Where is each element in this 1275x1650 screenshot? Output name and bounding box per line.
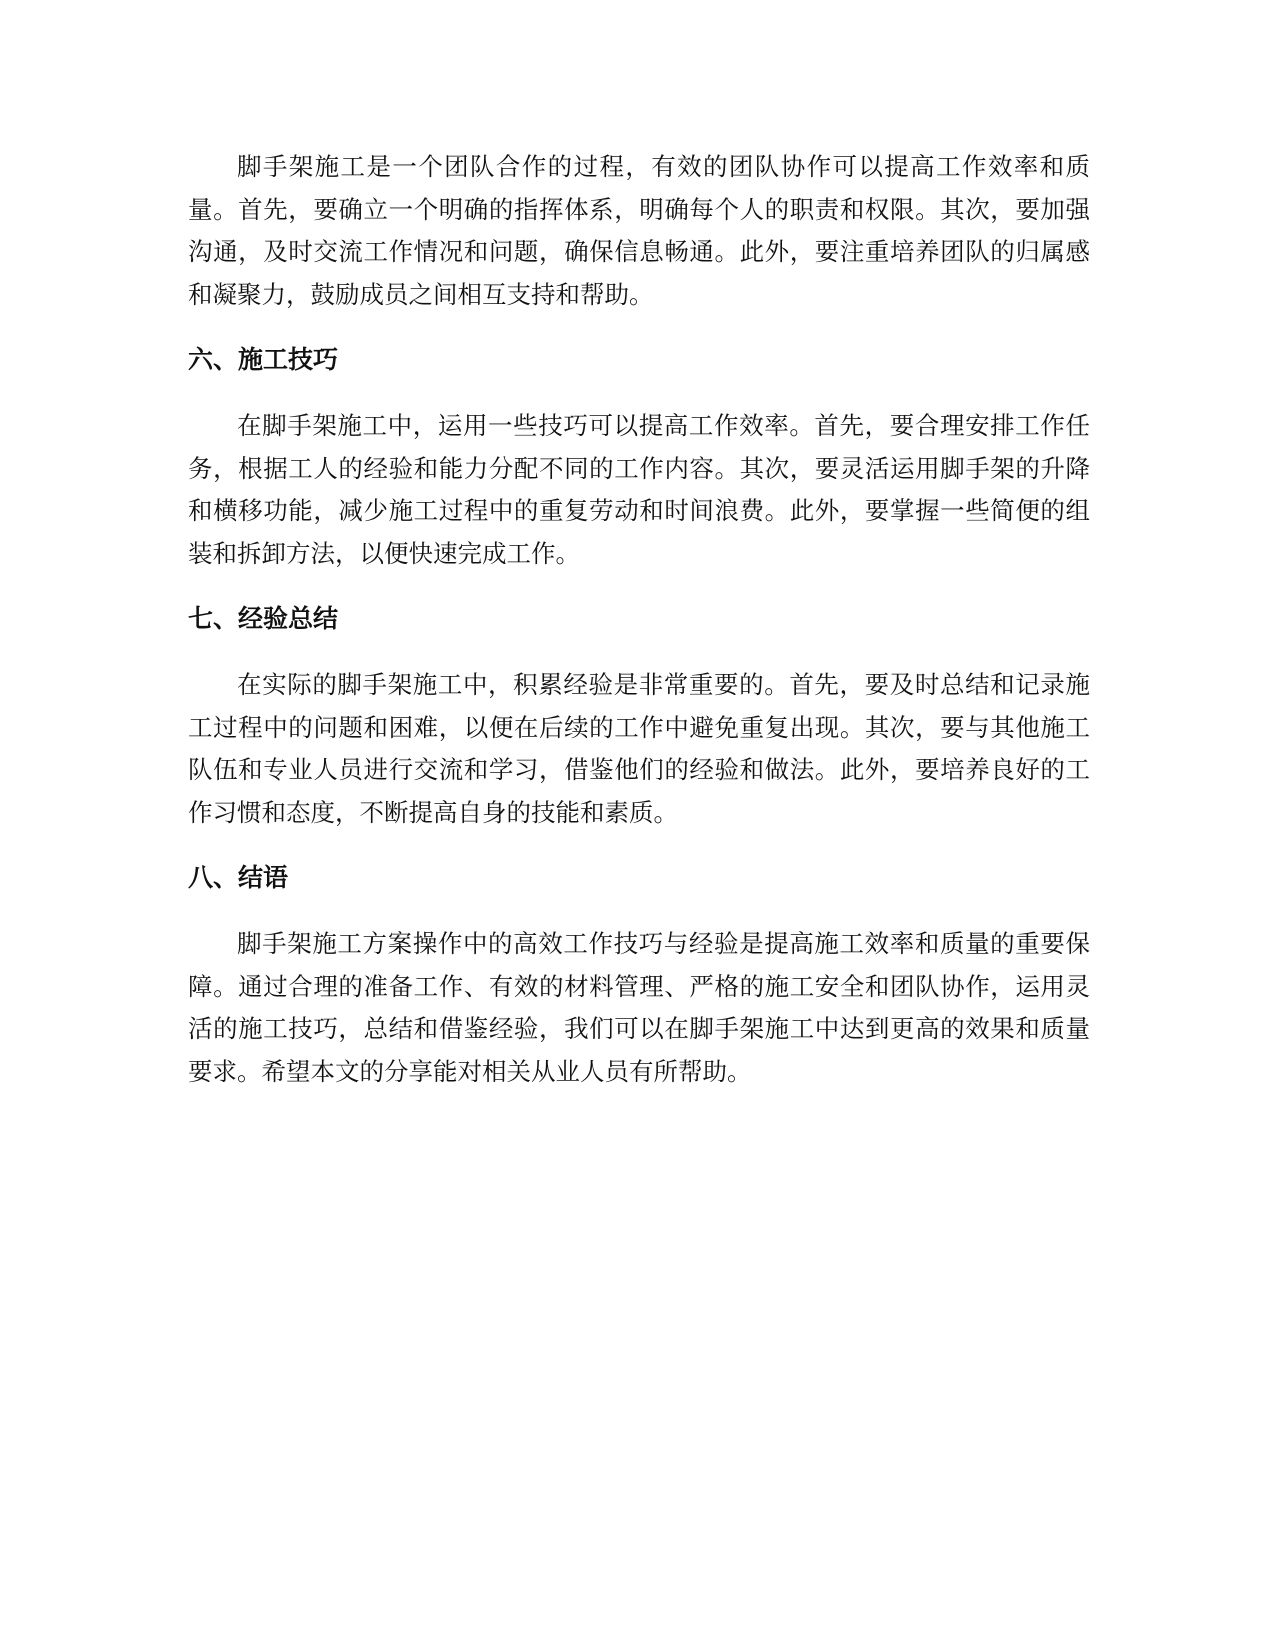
paragraph-experience-summary: 在实际的脚手架施工中，积累经验是非常重要的。首先，要及时总结和记录施工过程中的问题和困难，以便在后续的工作中避免重复出现。其次，要与其他施工队伍和专业人员进行交流和学习，借鉴他们的经验和做法。此外，要培养良好的工作习惯和态度，不断提高自身的技能和素质。 bbox=[188, 670, 1090, 827]
paragraph-construction-techniques: 在脚手架施工中，运用一些技巧可以提高工作效率。首先，要合理安排工作任务，根据工人的经验和能力分配不同的工作内容。其次，要灵活运用脚手架的升降和横移功能，减少施工过程中的重复劳动和时间浪费。此外，要掌握一些简便的组装和拆卸方法，以便快速完成工作。 bbox=[188, 411, 1090, 568]
section-heading-conclusion: 八、结语 bbox=[188, 863, 289, 892]
section-heading-experience-summary: 七、经验总结 bbox=[188, 604, 339, 633]
paragraph-conclusion: 脚手架施工方案操作中的高效工作技巧与经验是提高施工效率和质量的重要保障。通过合理的准备工作、有效的材料管理、严格的施工安全和团队协作，运用灵活的施工技巧，总结和借鉴经验，我们可以在脚手架施工中达到更高的效果和质量要求。希望本文的分享能对相关从业人员有所帮助。 bbox=[188, 929, 1090, 1086]
section-heading-construction-techniques: 六、施工技巧 bbox=[188, 345, 339, 374]
paragraph-team-collaboration: 脚手架施工是一个团队合作的过程，有效的团队协作可以提高工作效率和质量。首先，要确立一个明确的指挥体系，明确每个人的职责和权限。其次，要加强沟通，及时交流工作情况和问题，确保信息畅通。此外，要注重培养团队的归属感和凝聚力，鼓励成员之间相互支持和帮助。 bbox=[188, 152, 1090, 309]
